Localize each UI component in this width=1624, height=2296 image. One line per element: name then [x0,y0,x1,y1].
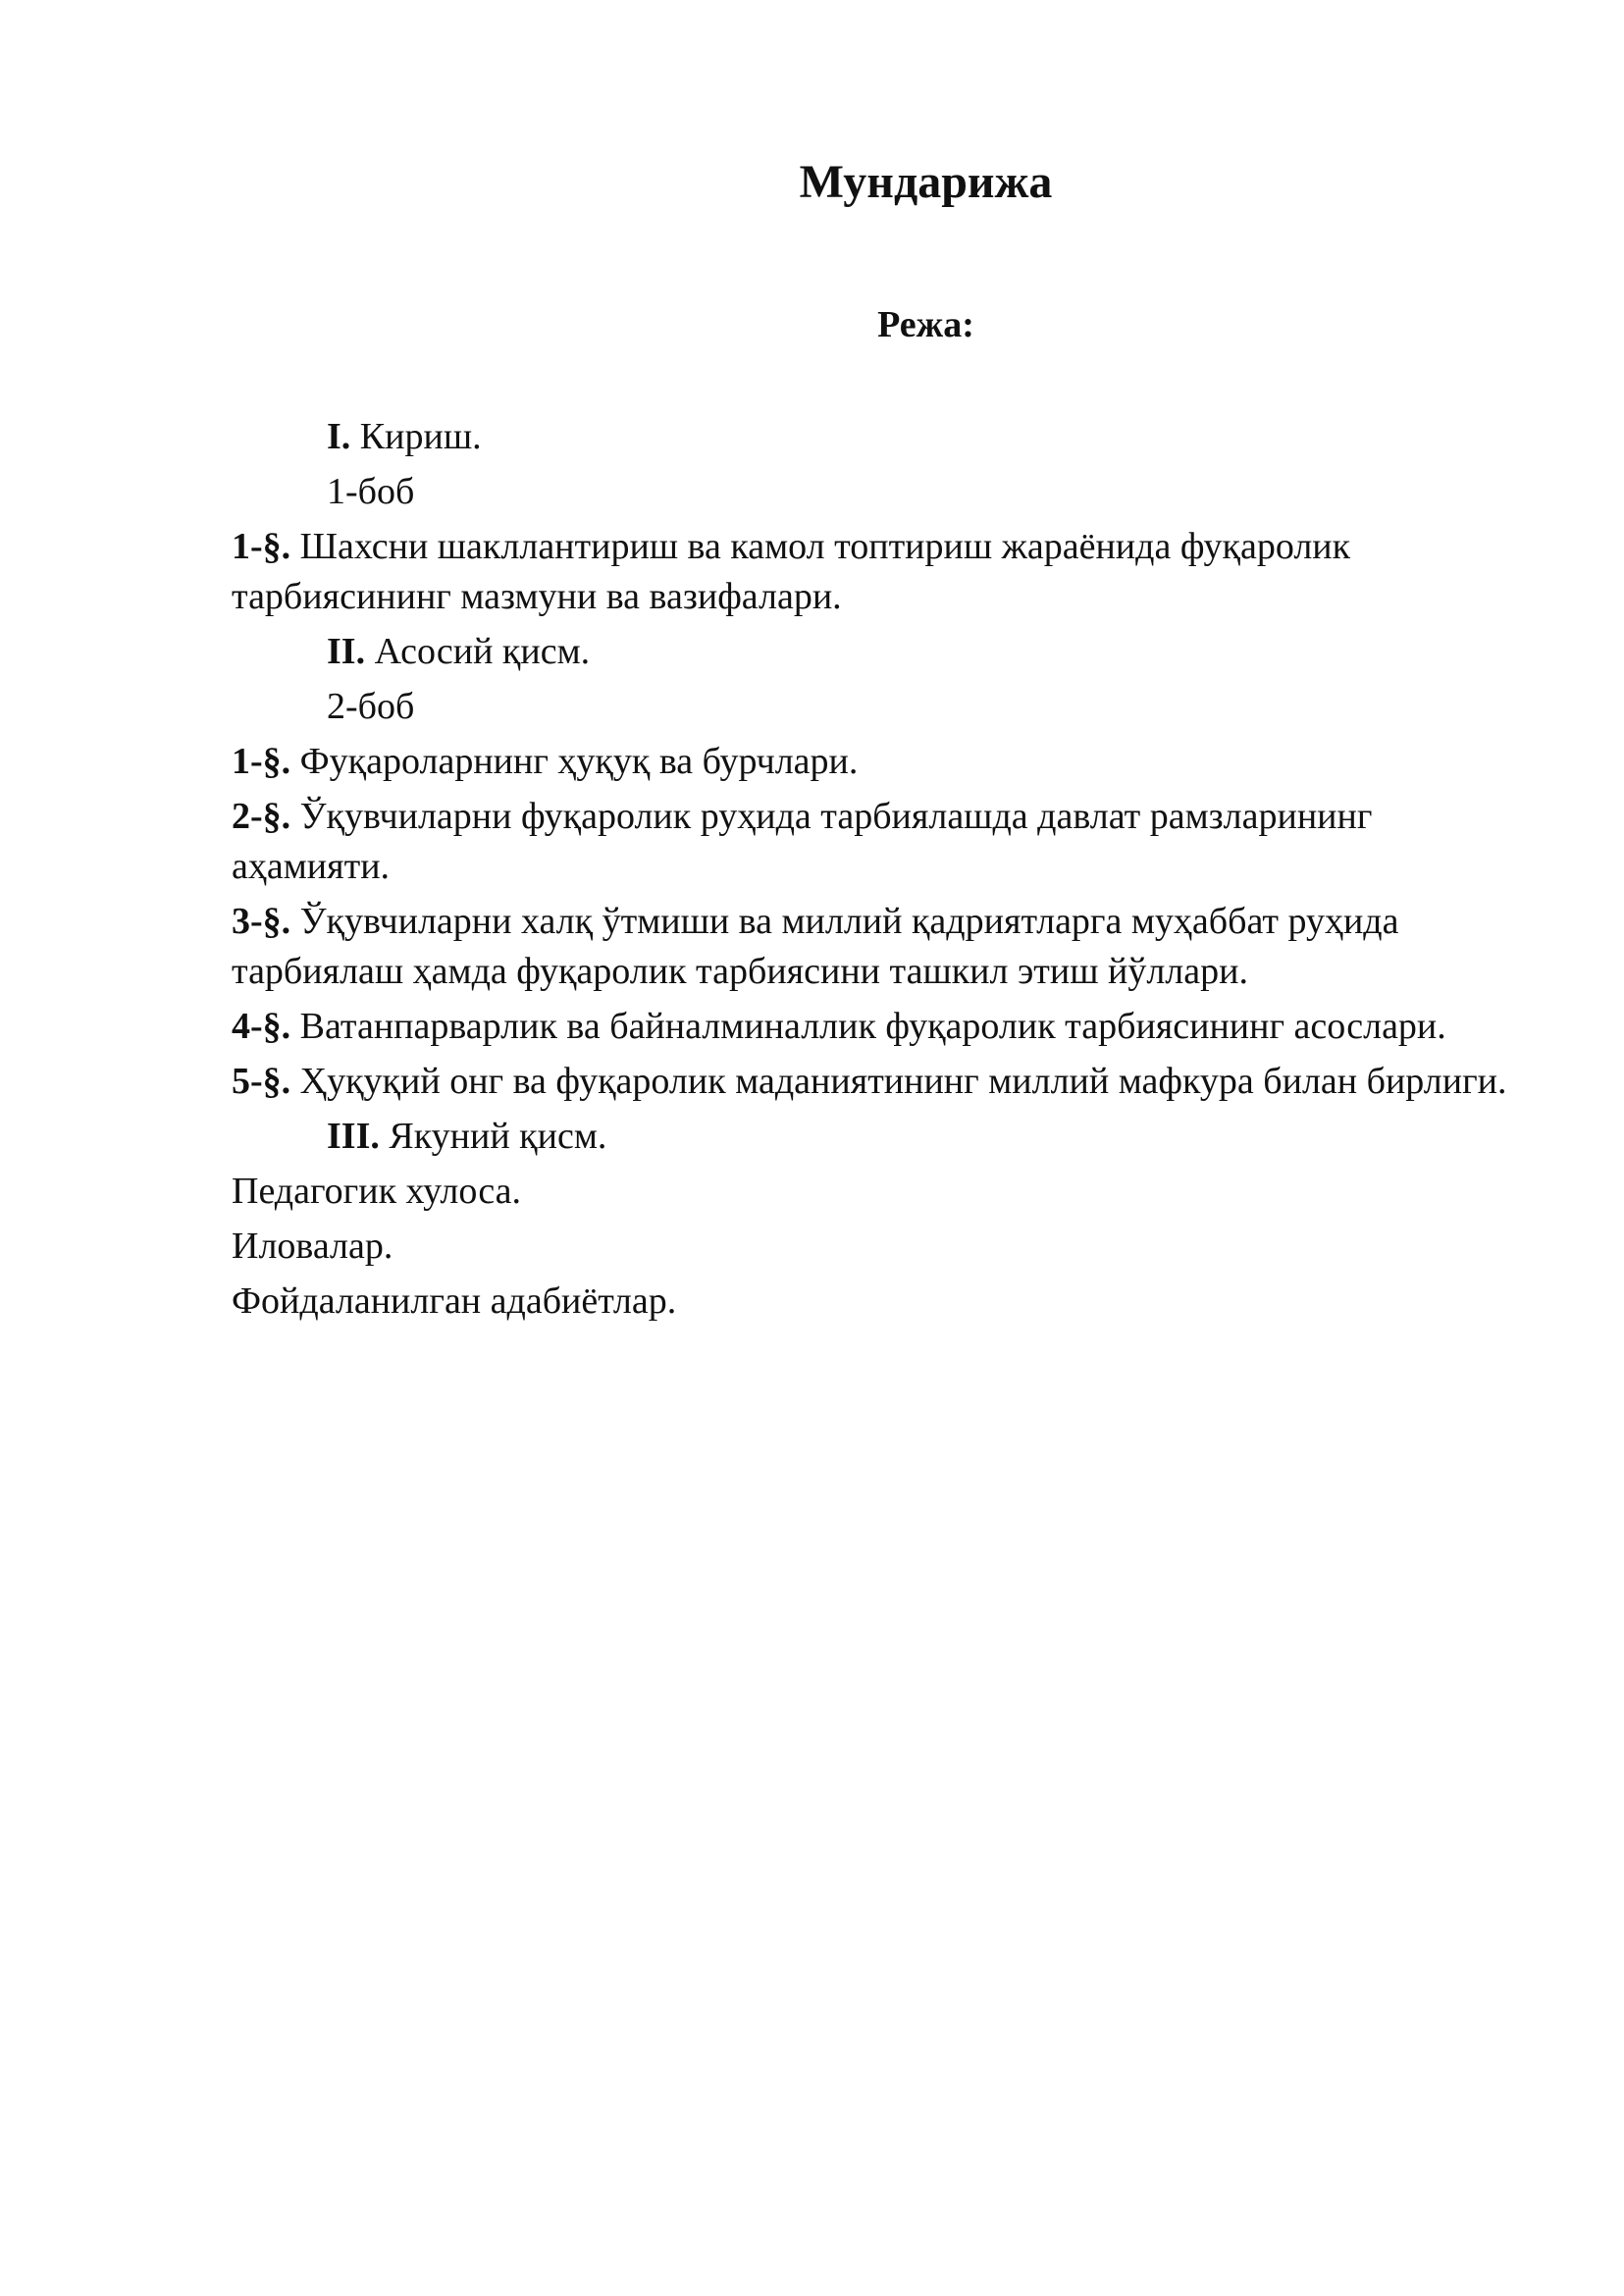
plan-item-number: III. [327,1116,380,1157]
plan-item-text: Якуний қисм. [379,1116,607,1157]
plan-list [232,412,1507,1331]
plan-item-text: Шахсни шакллантириш ва камол топтириш жараёнида фуқаролик тарбиясининг мазмуни ва вазифалари. [232,526,1351,617]
document-title: Мундарижа [799,156,1053,208]
plan-item-text: Фойдаланилган адабиётлар. [232,1280,677,1322]
plan-item-number: 1-§. [232,741,291,782]
plan-item-number: I. [327,416,351,457]
plan-item-number: 5-§. [232,1061,291,1102]
plan-item-text: 1-боб [327,471,415,512]
plan-item-text: Кириш. [350,416,482,457]
plan-item-text: Ватанпарварлик ва байналминаллик фуқаролик тарбиясининг асослари. [290,1006,1446,1047]
plan-item-number: II. [327,631,366,672]
plan-item-ch2-sec3 [232,897,1507,997]
plan-item-appendices [232,1222,1507,1272]
plan-item-conclusion [232,1167,1507,1217]
plan-item-number: 4-§. [232,1006,291,1047]
plan-item-number: 1-§. [232,526,291,567]
plan-item-text: Педагогик хулоса. [232,1171,522,1212]
plan-item-text: 2-боб [327,686,415,727]
plan-item-text: Ҳуқуқий онг ва фуқаролик маданиятининг миллий мафкура билан бирлиги. [290,1061,1507,1102]
plan-item-number: 3-§. [232,901,291,942]
plan-item-ch2-sec5 [232,1057,1507,1107]
plan-item-ch2-sec2 [232,792,1507,892]
plan-item-text: Ўқувчиларни фуқаролик руҳида тарбиялашда давлат рамзларининг аҳамияти. [232,796,1373,887]
plan-item-number: 2-§. [232,796,291,837]
plan-item-ch2-sec1 [232,737,1507,787]
plan-item-introduction [232,412,1507,462]
plan-item-final-part [232,1112,1507,1162]
plan-item-text: Ўқувчиларни халқ ўтмиши ва миллий қадриятларга муҳаббат руҳида тарбиялаш ҳамда фуқаролик тарбиясини ташкил этиш йўллари. [232,901,1399,992]
chapter-1-label [232,467,1507,517]
chapter-2-label [232,682,1507,732]
plan-item-ch2-sec4 [232,1002,1507,1052]
plan-item-main-part [232,627,1507,677]
plan-item-text: Иловалар. [232,1226,393,1267]
plan-heading: Режа: [877,304,974,345]
plan-item-text: Асосий қисм. [365,631,591,672]
plan-item-ch1-sec1 [232,522,1507,622]
plan-item-text: Фуқароларнинг ҳуқуқ ва бурчлари. [290,741,859,782]
plan-item-references [232,1277,1507,1327]
